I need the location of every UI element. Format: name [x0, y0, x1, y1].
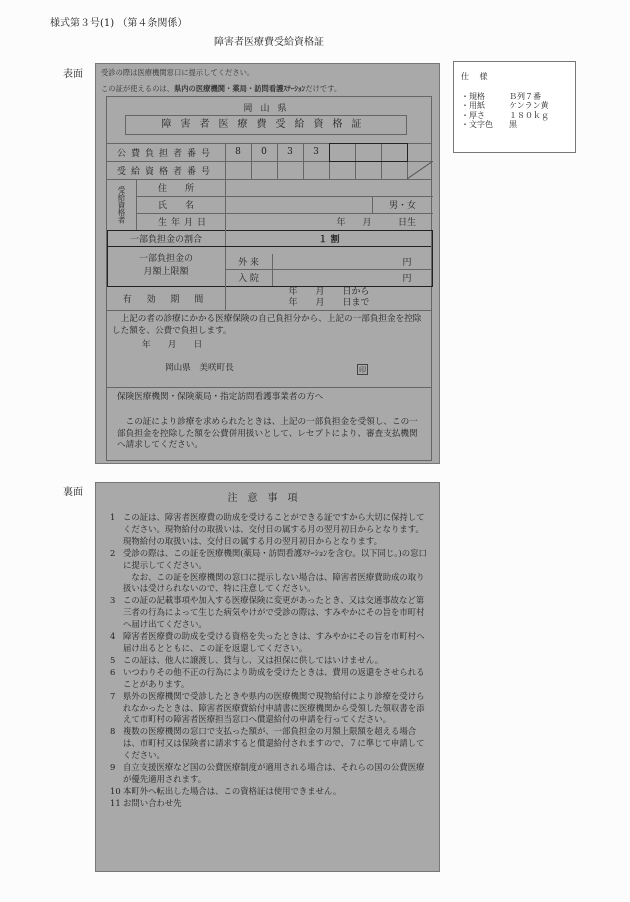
- note-item: 7 県外の医療機関で受診したときや県内の医療機関で現物給付により診療を受けられなかったときは、障害者医療費給付申請書に医療機関から受領した領収書を添えて市町村の障害者医療担当窓口へ償還給付の申請を行ってください。: [110, 690, 425, 725]
- diagonal-slash: [407, 161, 433, 179]
- payer-digit: 3: [287, 147, 293, 157]
- validity-label: 有 効 期 間: [122, 294, 210, 305]
- notes-list: [110, 512, 428, 810]
- burden-statement: 上記の者の診療にかかる医療保険の自己負担分から、上記の一部負担金を控除した額を、公費で負担します。: [112, 314, 422, 336]
- payer-digit: 3: [313, 147, 319, 157]
- issuer-name: 岡山県 美咲町長: [165, 363, 234, 373]
- spec-box: [453, 61, 576, 153]
- prefecture-name: 岡山県: [243, 104, 295, 114]
- front-card: [95, 63, 440, 464]
- provider-instructions: この証により診療を求められたときは、上記の一部負担金を受領し、この一部負担金を控除した額を公費併用扱いとして、レセプトにより、審査支払機関へ請求してください。: [117, 417, 418, 450]
- note-item: 9 自立支援医療など国の公費医療制度が適用される場合は、それらの国の公費医療が優先適用されます。: [110, 762, 425, 784]
- back-side-label: 裏面: [63, 487, 83, 498]
- spec-row: ・文字色 黒: [461, 119, 517, 129]
- document-title: 障害者医療費受給資格証: [214, 37, 324, 48]
- copay-ratio-label: 一部負担金の割合: [129, 234, 202, 245]
- inpatient-label: 入 院: [238, 274, 259, 284]
- notice-present-card: 受診の際は医療機関窓口に提示してください。: [101, 68, 255, 77]
- divider: [107, 387, 431, 388]
- seal-icon: 印: [359, 365, 366, 374]
- spec-row: ・規格 Ｂ列７番: [461, 92, 541, 102]
- address-label: 住 所: [158, 184, 195, 194]
- note-item: 2 受診の際は、この証を医療機関(薬局・訪問看護ｽﾃｰｼｮﾝを含む。以下同じ。)の窓口に提示してください。: [110, 547, 427, 570]
- card-inner-frame: [106, 96, 432, 461]
- birth-year-unit: 年: [336, 218, 346, 228]
- monthly-limit-label: 一部負担金の 月額上限額: [138, 254, 193, 277]
- inpatient-yen: 円: [402, 274, 412, 284]
- payer-number-label: 公費負担者番号: [116, 148, 215, 159]
- note-item: 4 障害者医療費の助成を受ける資格を失ったときは、すみやかにその旨を市町村へ届け出るとともに、この証を返還してください。: [110, 631, 425, 653]
- sex-options: 男・女: [388, 201, 416, 211]
- note-item: なお、この証を医療機関の窓口に提示しない場合は、障害者医療費助成の取り扱いは受けられないので、特に注意してください。: [123, 571, 425, 594]
- notice-usable-scope: この証が使えるのは、県内の医療機関・薬局・訪問看護ｽﾃｰｼｮﾝだけです。: [101, 84, 342, 93]
- recipient-group-label: 受給資格者: [117, 185, 126, 224]
- card-title: 障害者医療費受給資格証: [125, 115, 407, 135]
- note-item: 1 この証は、障害者医療費の助成を受けることができる証ですから大切に保持してください。現物給付の取扱いは、交付日の属する月の翌月初日からとなります。現物給付の取扱いは、交付日の属する月の翌月初日からとなります。: [110, 512, 425, 546]
- payer-digit: 8: [235, 147, 241, 157]
- divider: [225, 286, 226, 310]
- recipient-number-label: 受給資格者番号: [116, 166, 215, 177]
- birthdate-label: 生年月日: [158, 218, 211, 228]
- back-card: [95, 482, 440, 872]
- outpatient-label: 外 来: [238, 258, 259, 268]
- spec-title: 仕 様: [461, 72, 492, 81]
- note-item: 10 本町外へ転出した場合は、この資格証は使用できません。: [110, 785, 342, 796]
- outpatient-yen: 円: [402, 258, 412, 268]
- payer-number-emphasis: [329, 143, 408, 162]
- note-item: 5 この証は、他人に譲渡し、貸与し、又は担保に供してはいけません。: [110, 654, 384, 665]
- payer-digit: 0: [261, 147, 267, 157]
- note-item: 8 複数の医療機関の窓口で支払った額が、一部負担金の月額上限額を超える場合は、市町村又は保険者に請求すると償還給付されますので、７に準じて申請してください。: [110, 726, 425, 761]
- form-number: 様式第３号(1) （第４条関係）: [50, 18, 188, 29]
- note-item: 3 この証の記載事項や加入する医療保険に変更があったとき、又は交通事故など第三者の行為によって生じた病気やけがで受診の際は、すみやかにその旨を市町村へ届け出てください。: [110, 595, 425, 630]
- note-item: 6 いつわりその他不正の行為により助成を受けたときは、費用の返還をさせられることがあります。: [110, 666, 425, 689]
- birth-month-unit: 月: [362, 218, 372, 228]
- note-item: 11 お問い合わせ先: [110, 797, 182, 808]
- provider-heading: 保険医療機関・保険薬局・指定訪問看護事業者の方へ: [117, 392, 324, 402]
- front-side-label: 表面: [63, 69, 83, 80]
- validity-period: 年 月 日から 年 月 日まで: [288, 287, 370, 308]
- issue-date: 年 月 日: [142, 340, 203, 350]
- copay-ratio-value: １ 割: [318, 234, 340, 245]
- notes-title: 注意事項: [227, 493, 308, 504]
- divider: [107, 310, 431, 311]
- spec-row: ・厚さ １８０ｋｇ: [461, 110, 549, 120]
- spec-row: ・用紙 ケンラン黄: [461, 101, 549, 111]
- birth-day-unit: 日生: [397, 218, 416, 228]
- name-label: 氏 名: [158, 201, 195, 211]
